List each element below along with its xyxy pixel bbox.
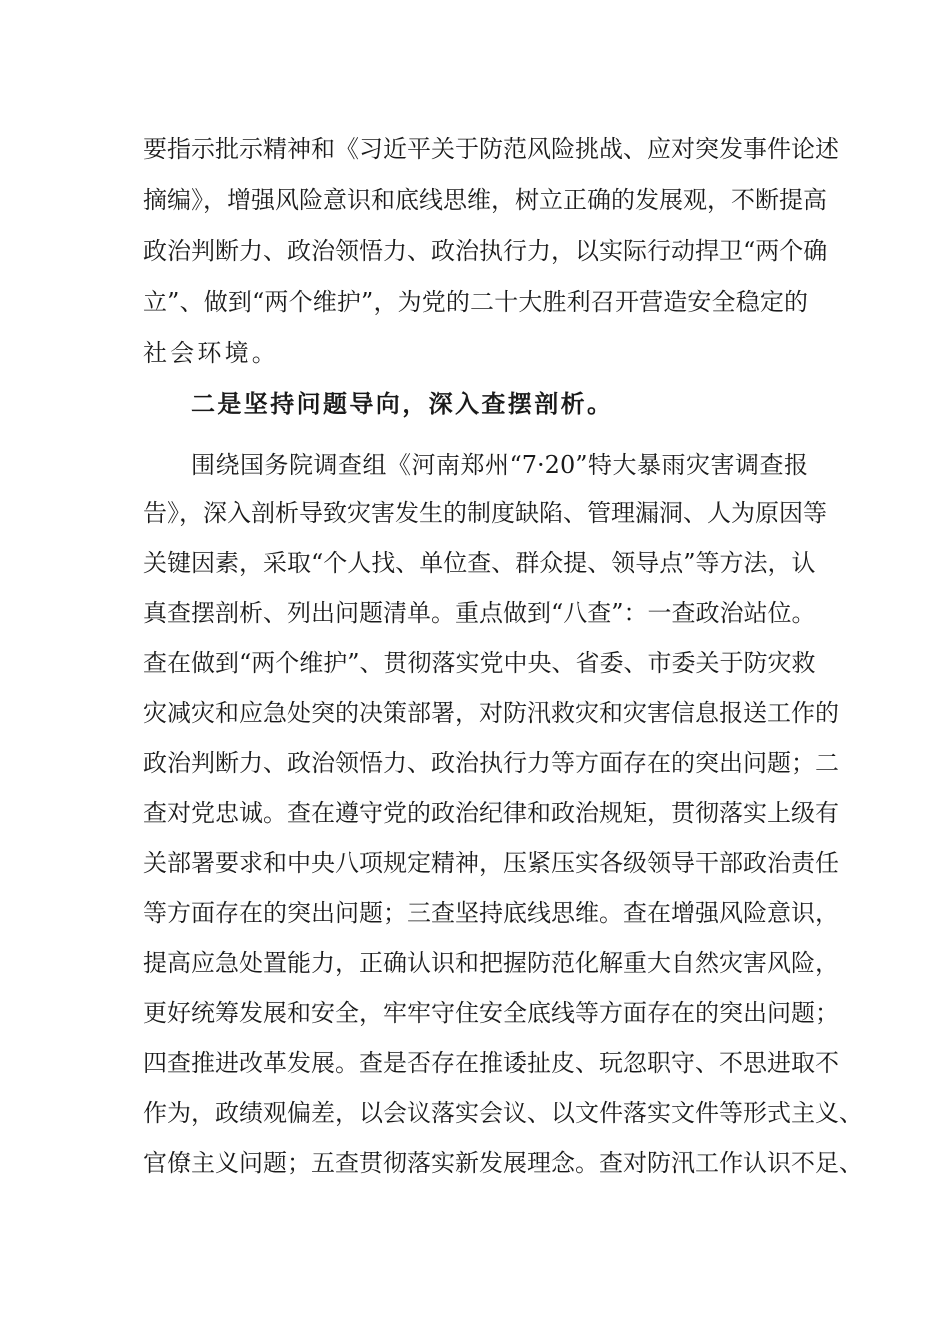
text-line: 作为，政绩观偏差，以会议落实会议、以文件落实文件等形式主义、 — [143, 1099, 863, 1127]
text-line: 关部署要求和中央八项规定精神，压紧压实各级领导干部政治责任 — [143, 849, 839, 877]
text-line: 真查摆剖析、列出问题清单。重点做到“八查”：一查政治站位。 — [143, 599, 816, 627]
text-line: 政治判断力、政治领悟力、政治执行力，以实际行动捍卫“两个确 — [143, 237, 828, 265]
text-line: 围绕国务院调查组《河南郑州“7·20”特大暴雨灾害调查报 — [191, 451, 808, 479]
text-line: 四查推进改革发展。查是否存在推诿扯皮、玩忽职守、不思进取不 — [143, 1049, 839, 1077]
text-line: 社会环境。 — [143, 339, 279, 367]
text-line: 关键因素，采取“个人找、单位查、群众提、领导点”等方法，认 — [143, 549, 816, 577]
text-line: 等方面存在的突出问题；三查坚持底线思维。查在增强风险意识， — [143, 899, 839, 927]
text-line: 告》，深入剖析导致灾害发生的制度缺陷、管理漏洞、人为原因等 — [143, 499, 827, 527]
text-line: 灾减灾和应急处突的决策部署，对防汛救灾和灾害信息报送工作的 — [143, 699, 839, 727]
text-line: 查对党忠诚。查在遵守党的政治纪律和政治规矩，贯彻落实上级有 — [143, 799, 839, 827]
text-line: 立”、做到“两个维护”，为党的二十大胜利召开营造安全稳定的 — [143, 288, 808, 316]
text-line: 政治判断力、政治领悟力、政治执行力等方面存在的突出问题；二 — [143, 749, 839, 777]
text-line: 摘编》，增强风险意识和底线思维，树立正确的发展观，不断提高 — [143, 186, 827, 214]
text-line: 更好统筹发展和安全，牢牢守住安全底线等方面存在的突出问题； — [143, 999, 839, 1027]
text-line: 查在做到“两个维护”、贯彻落实党中央、省委、市委关于防灾救 — [143, 649, 816, 677]
text-line: 提高应急处置能力，正确认识和把握防范化解重大自然灾害风险， — [143, 949, 839, 977]
text-line: 要指示批示精神和《习近平关于防范风险挑战、应对突发事件论述 — [143, 135, 839, 163]
text-line: 官僚主义问题；五查贯彻落实新发展理念。查对防汛工作认识不足、 — [143, 1149, 863, 1177]
section-heading: 二是坚持问题导向，深入查摆剖析。 — [191, 390, 614, 418]
